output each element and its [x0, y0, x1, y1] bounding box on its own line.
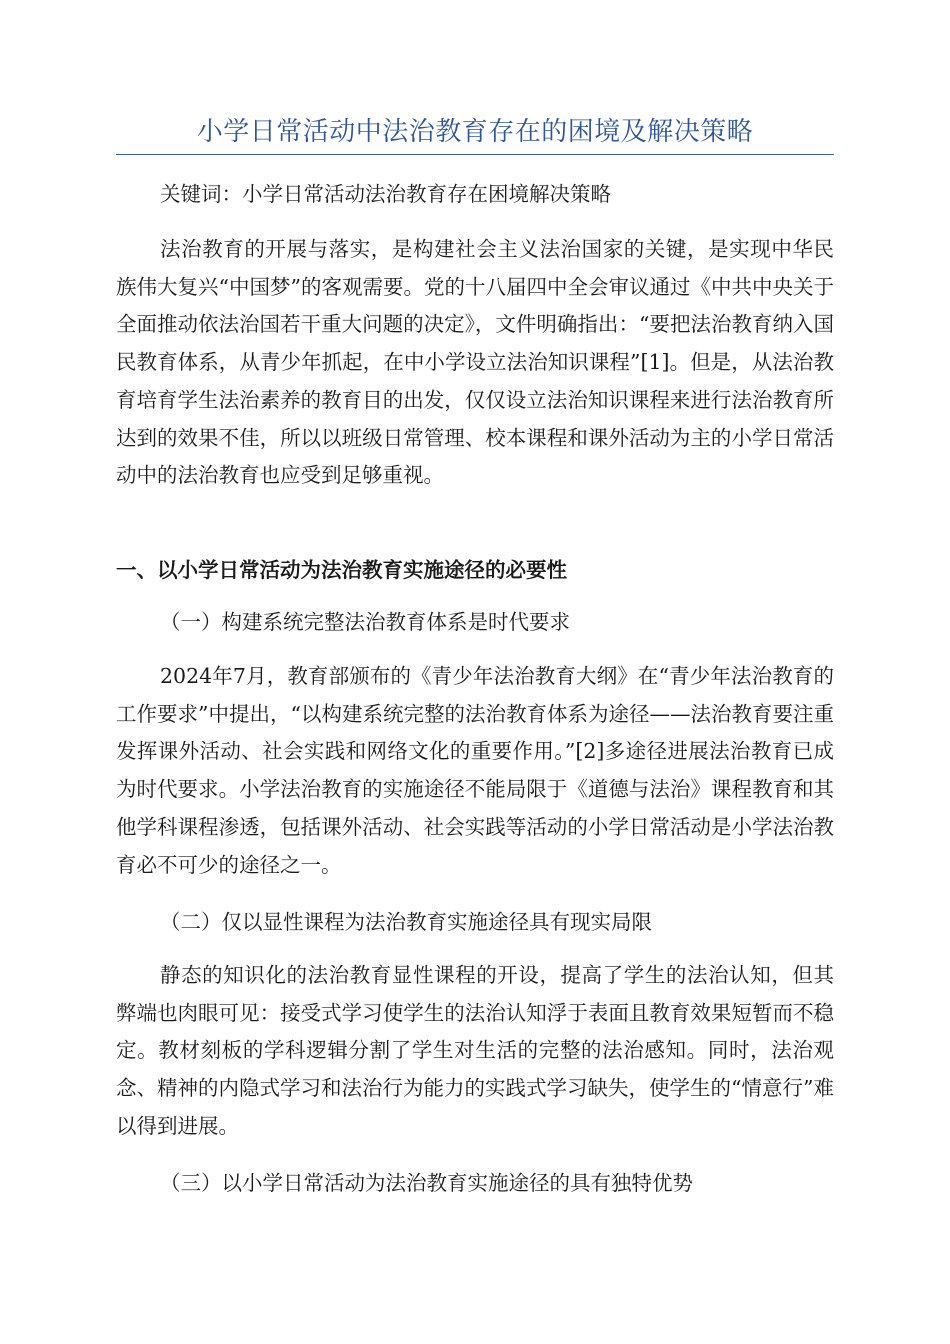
intro-paragraph: 法治教育的开展与落实，是构建社会主义法治国家的关键，是实现中华民族伟大复兴“中国梦”的客观需要。党的十八届四中全会审议通过《中共中央关于全面推动依法治国若干重大问题的决定》，文件明确指出：“要把法治教育纳入国民教育体系，从青少年抓起，在中小学设立法治知识课程”[1]。但是，从法治教育培育学生法治素养的教育目的出发，仅仅设立法治知识课程来进行法治教育所达到的效果不佳，所以以班级日常管理、校本课程和课外活动为主的小学日常活动中的法治教育也应受到足够重视。: [116, 237, 834, 488]
subsection-1-paragraph: 2024年7月，教育部颁布的《青少年法治教育大纲》在“青少年法治教育的工作要求”中提出，“以构建系统完整的法治教育体系为途径——法治教育要注重发挥课外活动、社会实践和网络文化的重要作用。”[2]多途径进展法治教育已成为时代要求。小学法治教育的实施途径不能局限于《道德与法治》课程教育和其他学科课程渗透，包括课外活动、社会实践等活动的小学日常活动是小学法治教育必不可少的途径之一。: [116, 664, 834, 877]
subsection-heading-2: （二）仅以显性课程为法治教育实施途径具有现实局限: [160, 910, 652, 934]
subsection-heading-1: （一）构建系统完整法治教育体系是时代要求: [160, 610, 570, 634]
title-underline: [116, 154, 834, 155]
section-heading-1: 一、以小学日常活动为法治教育实施途径的必要性: [116, 558, 567, 582]
subsection-heading-3: （三）以小学日常活动为法治教育实施途径的具有独特优势: [160, 1171, 693, 1195]
keywords-line: 关键词：小学日常活动法治教育存在困境解决策略: [160, 182, 611, 206]
subsection-2-paragraph: 静态的知识化的法治教育显性课程的开设，提高了学生的法治认知，但其弊端也肉眼可见：接受式学习使学生的法治认知浮于表面且教育效果短暂而不稳定。教材刻板的学科逻辑分割了学生对生活的完整的法治感知。同时，法治观念、精神的内隐式学习和法治行为能力的实践式学习缺失，使学生的“情意行”难以得到进展。: [116, 963, 834, 1138]
document-title: 小学日常活动中法治教育存在的困境及解决策略: [196, 117, 754, 147]
